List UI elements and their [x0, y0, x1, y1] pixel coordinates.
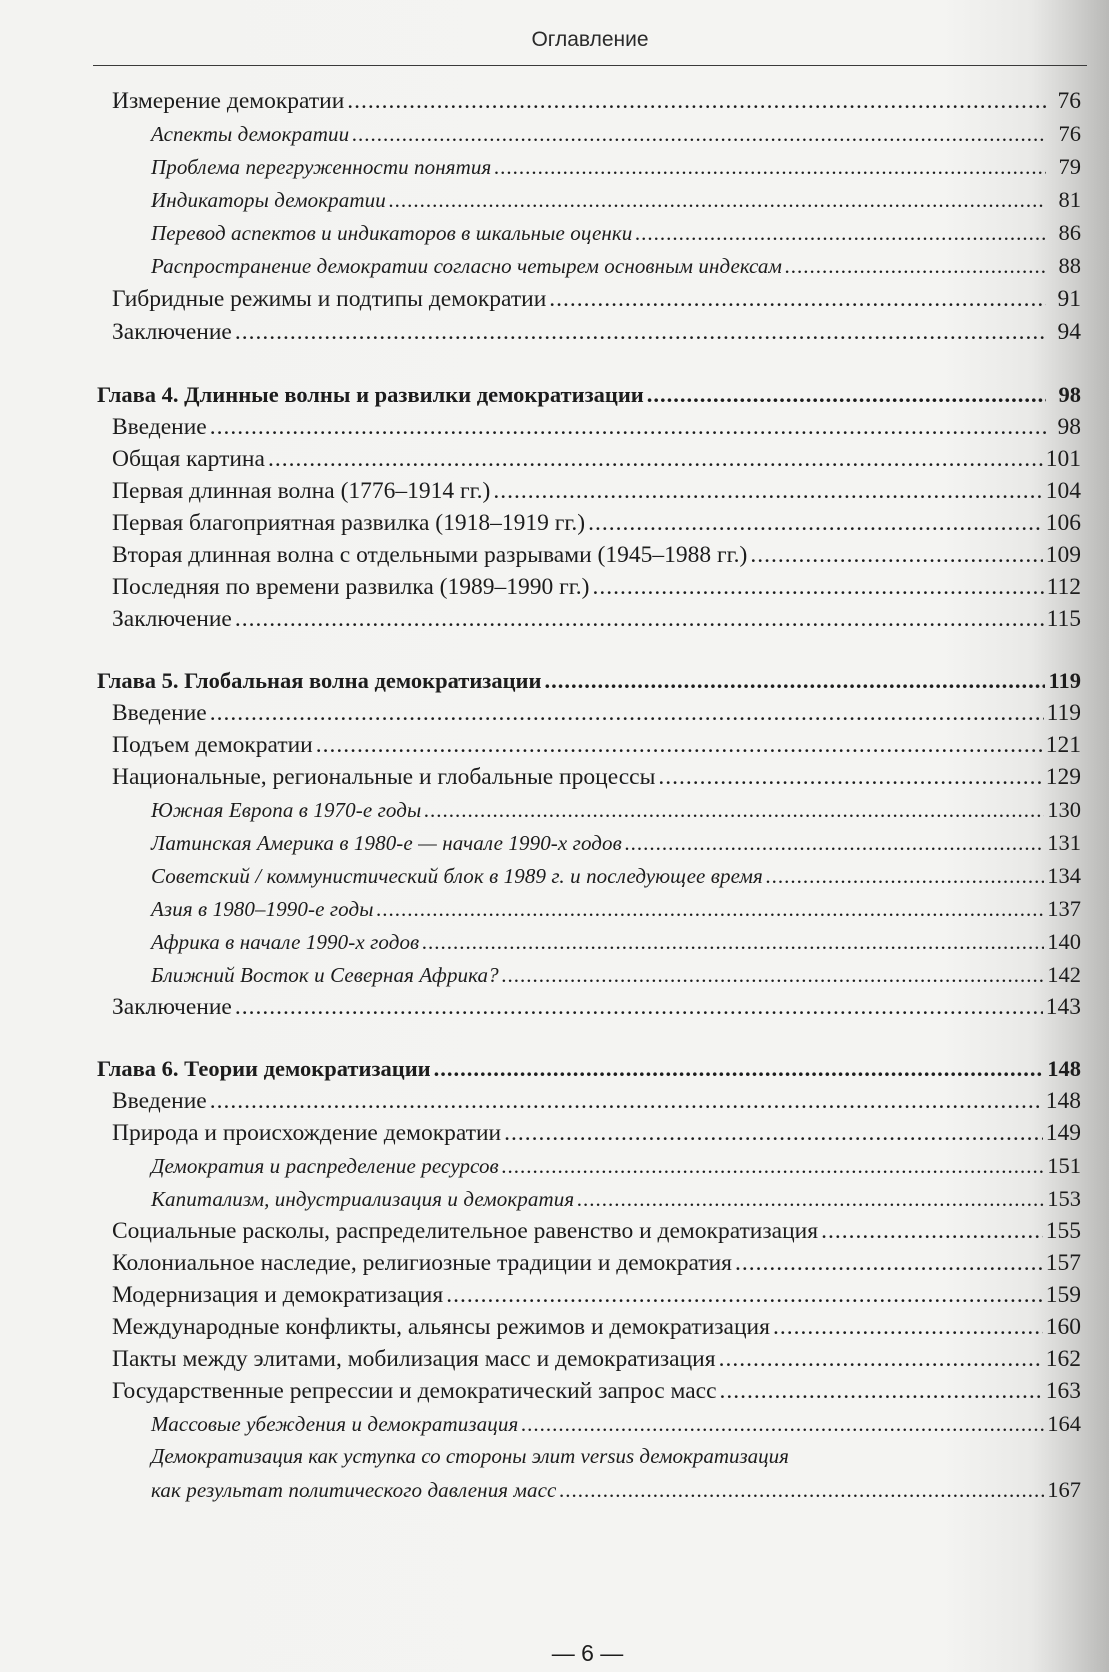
toc-entry-title: Азия в 1980–1990-е годы — [151, 897, 374, 921]
toc-entry-title: Латинская Америка в 1980-е — начале 1990-х годов — [151, 831, 622, 855]
toc-entry-title: Аспекты демократии — [151, 122, 350, 146]
dot-leader — [773, 1314, 1043, 1341]
toc-entry-page: 112 — [1046, 574, 1081, 600]
dot-leader — [502, 1154, 1044, 1179]
dot-leader — [210, 414, 1046, 441]
toc-entry-page: 121 — [1045, 732, 1081, 758]
toc-entry-page: 119 — [1046, 700, 1081, 726]
dot-leader — [502, 963, 1045, 988]
toc-entry-page: 101 — [1045, 446, 1081, 472]
toc-entry-title: Массовые убеждения и демократизация — [151, 1412, 519, 1436]
toc-entry-page: 160 — [1045, 1314, 1081, 1340]
dot-leader — [210, 700, 1044, 727]
toc-entry-title: Южная Европа в 1970-е годы — [151, 798, 422, 822]
toc-entry-page: 86 — [1058, 220, 1081, 245]
toc-entry-section — [112, 994, 1081, 1021]
dot-leader — [658, 764, 1042, 791]
toc-entry-title: Заключение — [112, 994, 232, 1020]
toc-entry-section — [112, 764, 1081, 791]
dot-leader — [719, 1346, 1043, 1373]
toc-entry-section — [112, 574, 1081, 601]
dot-leader — [588, 510, 1043, 537]
toc-entry-page: 119 — [1048, 668, 1081, 693]
toc-entry-title: Демократизация как уступка со стороны элит versus демократизация — [151, 1444, 789, 1468]
toc-entry-page: 94 — [1057, 319, 1081, 345]
toc-entry-page: 91 — [1057, 286, 1081, 312]
dot-leader — [446, 1282, 1043, 1309]
toc-entry-page: 109 — [1045, 542, 1081, 568]
toc-entry-page: 81 — [1058, 187, 1081, 212]
toc-entry-section — [112, 1346, 1081, 1373]
toc-entry-section — [112, 1378, 1081, 1405]
toc-entry-sub — [151, 830, 1081, 856]
toc-entry-section — [112, 88, 1081, 115]
toc-entry-section — [112, 700, 1081, 727]
toc-entry-section — [112, 1120, 1081, 1147]
toc-entry-title: Первая благоприятная развилка (1918–1919 гг.) — [112, 510, 586, 536]
toc-entry-sub — [151, 1411, 1081, 1437]
toc-entry-sub — [151, 154, 1081, 180]
toc-entry-title: Заключение — [112, 319, 232, 345]
toc-entry-page: 153 — [1047, 1186, 1081, 1211]
dot-leader — [635, 221, 1046, 246]
toc-entry-page: 167 — [1047, 1477, 1081, 1502]
toc-entry-title: Глава 4. Длинные волны и развилки демократизации — [97, 382, 644, 407]
dot-leader — [504, 1120, 1043, 1147]
dot-leader — [494, 155, 1046, 180]
toc-entry-title: Глава 6. Теории демократизации — [97, 1056, 431, 1081]
toc-entry-page: 155 — [1045, 1218, 1081, 1244]
toc-entry-sub — [151, 962, 1081, 988]
running-head: Оглавление — [531, 28, 649, 51]
toc-entry-page: 98 — [1057, 414, 1081, 440]
toc-entry-page: 130 — [1047, 797, 1081, 822]
toc-entry-section — [112, 1088, 1081, 1115]
toc-entry-section — [112, 542, 1081, 569]
toc-entry-title: Распространение демократии согласно четырем основным индексам — [151, 254, 782, 278]
dot-leader — [785, 254, 1046, 279]
toc-entry-title: Международные конфликты, альянсы режимов и демократизация — [112, 1314, 770, 1340]
dot-leader — [434, 1056, 1045, 1082]
toc-entry-section — [112, 414, 1081, 441]
toc-entry-page: 143 — [1045, 994, 1081, 1020]
dot-leader — [235, 319, 1046, 346]
toc-entry-title: Введение — [112, 414, 207, 440]
dot-leader — [352, 122, 1046, 147]
toc-entry-section — [112, 606, 1081, 633]
toc-entry-chapter — [97, 382, 1081, 408]
header-rule — [93, 65, 1087, 66]
toc-entry-page: 76 — [1058, 121, 1081, 146]
toc-entry-sub — [151, 253, 1081, 279]
toc-entry-page: 148 — [1045, 1088, 1081, 1114]
toc-entry-title: Перевод аспектов и индикаторов в шкальные оценки — [151, 221, 633, 245]
dot-leader — [210, 1088, 1043, 1115]
toc-entry-title: Пакты между элитами, мобилизация масс и демократизация — [112, 1346, 716, 1372]
toc-entry-title: Индикаторы демократии — [151, 188, 386, 212]
toc-entry-title: как результат политического давления масс — [151, 1478, 557, 1502]
toc-entry-sub — [151, 863, 1081, 889]
toc-entry-page: 76 — [1057, 88, 1081, 114]
toc-entry-page: 163 — [1045, 1378, 1081, 1404]
dot-leader — [422, 930, 1044, 955]
toc-entry-title: Введение — [112, 700, 207, 726]
dot-leader — [268, 446, 1043, 473]
toc-entry-section — [112, 286, 1081, 313]
dot-leader — [235, 606, 1044, 633]
toc-entry-sub — [151, 1477, 1081, 1503]
toc-entry-page: 164 — [1047, 1411, 1081, 1436]
dot-leader — [559, 1478, 1044, 1503]
toc-entry-page: 104 — [1045, 478, 1081, 504]
toc-entry-page: 157 — [1045, 1250, 1081, 1276]
toc-entry-title: Модернизация и демократизация — [112, 1282, 444, 1308]
toc-entry-sub — [151, 220, 1081, 246]
toc-entry-section — [112, 1250, 1081, 1277]
toc-entry-title: Государственные репрессии и демократический запрос масс — [112, 1378, 717, 1404]
toc-entry-title: Демократия и распределение ресурсов — [151, 1154, 499, 1178]
toc-entry-title: Национальные, региональные и глобальные процессы — [112, 764, 656, 790]
toc-entry-title: Общая картина — [112, 446, 265, 472]
page-number: — 6 — — [551, 1640, 624, 1666]
toc-entry-title: Проблема перегруженности понятия — [151, 155, 492, 179]
toc-entry-page: 129 — [1045, 764, 1081, 790]
toc-entry-title: Советский / коммунистический блок в 1989 г. и последующее время — [151, 864, 763, 888]
toc-entry-title: Первая длинная волна (1776–1914 гг.) — [112, 478, 491, 504]
toc-entry-page: 140 — [1047, 929, 1081, 954]
toc-entry-page: 98 — [1058, 382, 1081, 407]
toc-entry-title: Последняя по времени развилка (1989–1990 гг.) — [112, 574, 590, 600]
dot-leader — [735, 1250, 1043, 1277]
toc-entry-title: Глава 5. Глобальная волна демократизации — [97, 668, 542, 693]
toc-entry-page: 115 — [1046, 606, 1081, 632]
dot-leader — [821, 1218, 1043, 1245]
toc-entry-page: 159 — [1045, 1282, 1081, 1308]
toc-entry-title: Социальные расколы, распределительное равенство и демократизация — [112, 1218, 819, 1244]
toc-entry-title: Африка в начале 1990-х годов — [151, 930, 420, 954]
toc-entry-title: Вторая длинная волна с отдельными разрывами (1945–1988 гг.) — [112, 542, 748, 568]
toc-entry-page: 162 — [1045, 1346, 1081, 1372]
toc-entry-page: 148 — [1047, 1056, 1081, 1081]
dot-leader — [389, 188, 1046, 213]
toc-entry-sub — [151, 1186, 1081, 1212]
toc-entry-title: Капитализм, индустриализация и демократия — [151, 1187, 575, 1211]
dot-leader — [750, 542, 1042, 569]
dot-leader — [720, 1378, 1043, 1405]
toc-entry-title: Измерение демократии — [112, 88, 345, 114]
dot-leader — [544, 668, 1045, 694]
toc-entry-page: 134 — [1047, 863, 1081, 888]
toc-entry-title: Колониальное наследие, религиозные традиции и демократия — [112, 1250, 732, 1276]
toc-entry-section — [112, 446, 1081, 473]
toc-entry-page: 79 — [1058, 154, 1081, 179]
toc-entry-page: 151 — [1047, 1153, 1081, 1178]
toc-entry-section — [112, 1218, 1081, 1245]
toc-entry-title: Природа и происхождение демократии — [112, 1120, 502, 1146]
toc-entry-page: 131 — [1047, 830, 1081, 855]
toc-entry-sub — [151, 121, 1081, 147]
toc-entry-title: Заключение — [112, 606, 232, 632]
dot-leader — [521, 1412, 1044, 1437]
toc-entry-section — [112, 478, 1081, 505]
dot-leader — [424, 798, 1044, 823]
toc-entry-section — [112, 510, 1081, 537]
dot-leader — [235, 994, 1043, 1021]
toc-entry-sub — [151, 1153, 1081, 1179]
toc-entry-sub — [151, 929, 1081, 955]
toc-entry-section — [112, 732, 1081, 759]
dot-leader — [766, 864, 1044, 889]
toc-entry-page: 142 — [1047, 962, 1081, 987]
toc-entry-page: 149 — [1045, 1120, 1081, 1146]
toc-entry-sub — [151, 896, 1081, 922]
toc-entry-cont — [151, 1444, 1081, 1469]
toc-entry-title: Введение — [112, 1088, 207, 1114]
toc-entry-title: Подъем демократии — [112, 732, 313, 758]
toc-entry-chapter — [97, 1056, 1081, 1082]
dot-leader — [316, 732, 1043, 759]
toc-entry-page: 88 — [1058, 253, 1081, 278]
toc-entry-title: Гибридные режимы и подтипы демократии — [112, 286, 547, 312]
dot-leader — [647, 382, 1046, 408]
dot-leader — [549, 286, 1046, 313]
toc-entry-title: Ближний Восток и Северная Африка? — [151, 963, 499, 987]
dot-leader — [493, 478, 1042, 505]
toc-entry-sub — [151, 797, 1081, 823]
toc-entry-sub — [151, 187, 1081, 213]
dot-leader — [577, 1187, 1044, 1212]
toc-entry-page: 106 — [1045, 510, 1081, 536]
toc-entry-chapter — [97, 668, 1081, 694]
dot-leader — [347, 88, 1046, 115]
toc-entry-section — [112, 1282, 1081, 1309]
dot-leader — [625, 831, 1044, 856]
toc-entry-section — [112, 1314, 1081, 1341]
dot-leader — [377, 897, 1045, 922]
dot-leader — [592, 574, 1043, 601]
toc-entry-section — [112, 319, 1081, 346]
toc-entry-page: 137 — [1047, 896, 1081, 921]
